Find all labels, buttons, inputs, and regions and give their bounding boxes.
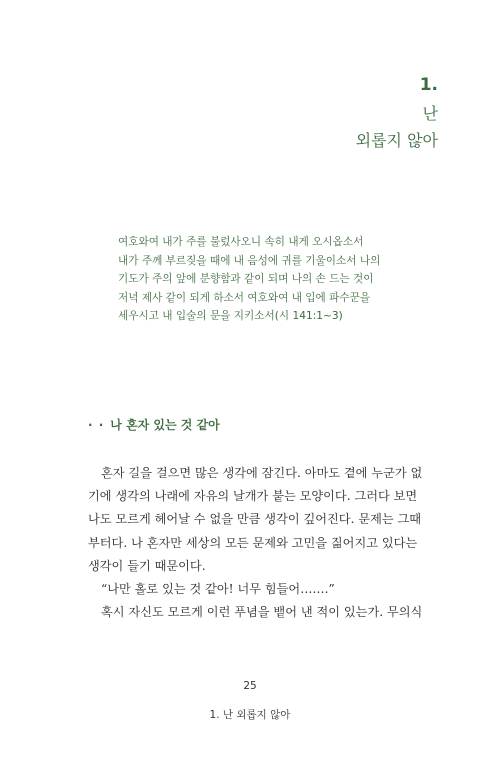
body-line: 생각이 들기 때문이다. — [88, 558, 206, 573]
page-number: 25 — [243, 680, 257, 692]
epigraph — [118, 233, 408, 326]
section-marker-icon: · · — [88, 418, 105, 432]
body-line: 기에 생각의 나래에 자유의 날개가 붙는 모양이다. 그러다 보면 — [88, 489, 418, 504]
body-line: 나도 모르게 헤어날 수 없을 만큼 생각이 깊어진다. 문제는 그때 — [88, 512, 422, 527]
epigraph-line: 세우시고 내 입술의 문을 지키소서(시 141:1~3) — [118, 310, 343, 323]
running-title: 1. 난 외롭지 않아 — [209, 709, 291, 721]
body-line: 혹시 자신도 모르게 이런 푸념을 뱉어 낸 적이 있는가. 무의식 — [101, 605, 423, 620]
chapter-title-line-2: 외롭지 않아 — [355, 131, 438, 150]
epigraph-line: 기도가 주의 앞에 분향함과 같이 되며 나의 손 드는 것이 — [118, 273, 374, 286]
section-heading-text: 나 혼자 있는 것 같아 — [110, 418, 220, 432]
epigraph-line: 여호와여 내가 주를 불렀사오니 속히 내게 오시옵소서 — [118, 236, 364, 248]
section-heading — [88, 416, 220, 433]
chapter-number: 1. — [419, 75, 438, 95]
body-line: 부터다. 나 혼자만 세상의 모든 문제와 고민을 짊어지고 있다는 — [88, 535, 418, 550]
body-text — [88, 462, 423, 624]
body-line: 혼자 길을 걸으면 많은 생각에 잠긴다. 아마도 곁에 누군가 없 — [101, 466, 423, 480]
epigraph-line: 저녁 제사 같이 되게 하소서 여호와여 내 입에 파수꾼을 — [118, 291, 371, 304]
chapter-title-line-1: 난 — [422, 104, 438, 123]
body-line: “나만 홀로 있는 것 같아! 너무 힘들어…….” — [101, 582, 335, 597]
epigraph-line: 내가 주께 부르짖을 때에 내 음성에 귀를 기울이소서 나의 — [118, 254, 381, 267]
